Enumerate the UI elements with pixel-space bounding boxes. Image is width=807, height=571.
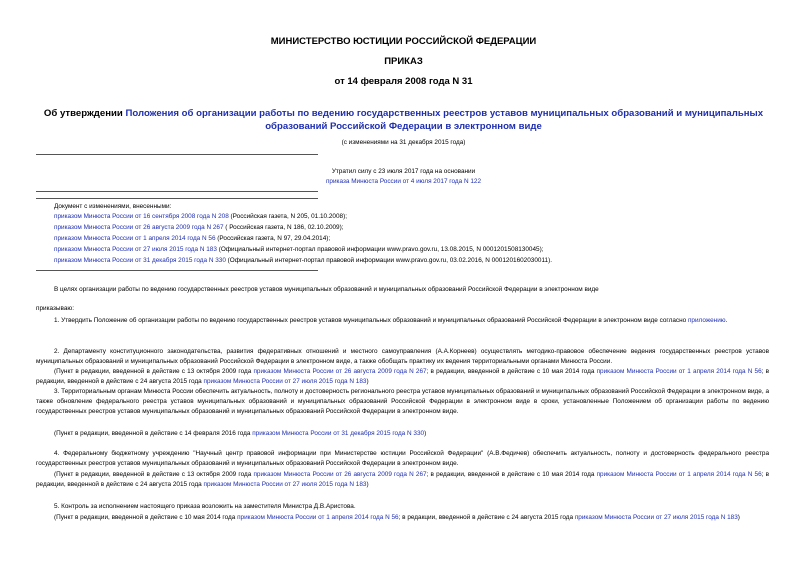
doc-date-heading: от 14 февраля 2008 года N 31 [334,76,473,87]
title-prefix: Об утверждении [43,108,126,119]
amendment-link[interactable]: приказом Минюста России от 16 сентября 2008 года N 208 [54,213,229,220]
amendment-link[interactable]: приказом Минюста России от 1 апреля 2014 года N 56 [237,514,399,521]
amendment-link[interactable]: приказом Минюста России от 26 августа 2009 года N 267 [54,224,224,231]
amendment-item: приказом Минюста России от 27 июля 2015 года N 183 (Официальный интернет-портал правовой информации www.pravo.gov.ru, 13.08.2015, N 0001201508130045); [54,246,544,253]
amendment-item: приказом Минюста России от 16 сентября 2008 года N 208 (Российская газета, N 205, 01.10.2008); [54,213,347,220]
amendment-link[interactable]: приказом Минюста России от 27 июля 2015 года N 183 [54,246,217,253]
amendment-link[interactable]: приказом Минюста России от 27 июля 2015 года N 183 [203,481,367,489]
divider [36,154,318,155]
paragraph-2-note: (Пункт в редакции, введенной в действие с 13 октября 2009 года приказом Минюста России от 26 августа 2009 года N 267; в редакции, введенной в действие с 10 мая 2014 года приказом Минюста России от 1 апреля 2014 года N 56; в редакции, введенной в действие с 24 августа 2015 года приказом Минюста России от 27 июля 2015 года N 183) [36,368,769,386]
lost-force-link[interactable]: приказа Минюста России от 4 июля 2017 года N 122 [325,178,482,186]
amendment-link[interactable]: приказом Минюста России от 27 июля 2015 года N 183 [574,514,738,521]
preamble: В целях организации работы по ведению государственных реестров уставов муниципальных образований и муниципальных образований Российской Федерации в электронном виде [54,286,599,293]
amendments-intro: Документ с изменениями, внесенными: [54,203,172,210]
divider [36,198,318,199]
amendment-link[interactable]: приказом Минюста России от 27 июля 2015 года N 183 [203,378,367,386]
paragraph-5-note: (Пункт в редакции, введенной в действие с 10 мая 2014 года приказом Минюста России от 1 апреля 2014 года N 56; в редакции, введенной в действие с 24 августа 2015 года приказом Минюста России от 27 июля 2015 года N 183) [54,514,740,521]
title-regulation-link[interactable]: Положения об организации работы по ведению государственных реестров уставов муниципальных образований и муниципальных образований Российской Федерации в электронном виде [125,108,764,132]
document-title [36,107,771,133]
amendment-item: приказом Минюста России от 1 апреля 2014 года N 56 (Российская газета, N 97, 29.04.2014); [54,235,331,242]
amendment-link[interactable]: приказом Минюста России от 31 декабря 2015 года N 330 [252,430,425,437]
divider [36,270,318,271]
changes-note: (с изменениями на 31 декабря 2015 года) [341,139,466,146]
ministry-heading: МИНИСТЕРСТВО ЮСТИЦИИ РОССИЙСКОЙ ФЕДЕРАЦИИ [270,36,537,47]
amendment-link[interactable]: приказом Минюста России от 31 декабря 2015 года N 330 [54,257,226,264]
divider [36,191,318,192]
paragraph-5: 5. Контроль за исполнением настоящего приказа возложить на заместителя Министра Д.В.Аристова. [54,503,356,510]
order-word: приказываю: [36,305,74,312]
lost-force-note [0,167,807,187]
amendment-link[interactable]: приказом Минюста России от 1 апреля 2014 года N 56 [596,471,762,478]
lost-force-text: Утратил силу с 23 июля 2017 года на основании [331,168,476,175]
doc-type-heading: ПРИКАЗ [384,56,423,67]
amendment-link[interactable]: приказом Минюста России от 1 апреля 2014 года N 56 [54,235,216,242]
appendix-link[interactable]: приложению [687,317,726,324]
amendment-item: приказом Минюста России от 26 августа 2009 года N 267 ( Российская газета, N 186, 02.10.2009); [54,224,344,231]
paragraph-3-note: (Пункт в редакции, введенной в действие с 14 февраля 2016 года приказом Минюста России от 31 декабря 2015 года N 330) [54,430,427,437]
paragraph-4-note: (Пункт в редакции, введенной в действие с 13 октября 2009 года приказом Минюста России от 26 августа 2009 года N 267; в редакции, введенной в действие с 10 мая 2014 года приказом Минюста России от 1 апреля 2014 года N 56; в редакции, введенной в действие с 24 августа 2015 года приказом Минюста России от 27 июля 2015 года N 183) [36,471,769,489]
paragraph-2: 2. Департаменту конституционного законодательства, развития федеративных отношений и местного самоуправления (А.А.Корнеев) осуществлять методико-правовое обеспечение ведения государственных реестров уставов муниципальных образований и муниципальных образований Российской Федерации в электронном виде, а также обобщать практику их ведения территориальными органами Минюста России. [36,348,769,366]
paragraph-1: 1. Утвердить Положение об организации работы по ведению государственных реестров уставов муниципальных образований и муниципальных образований Российской Федерации в электронном виде согласно приложению. [54,317,728,324]
amendment-link[interactable]: приказом Минюста России от 26 августа 2009 года N 267 [253,471,427,478]
paragraph-4: 4. Федеральному бюджетному учреждению "Научный центр правовой информации при Министерстве юстиции Российской Федерации" (А.В.Федичев) обеспечить актуальность, полноту и достоверность федерального реестра государственных реестров уставов муниципальных образований и муниципальных образований Российской Федерации в электронном виде. [36,450,769,468]
amendment-item: приказом Минюста России от 31 декабря 2015 года N 330 (Официальный интернет-портал правовой информации www.pravo.gov.ru, 03.02.2016, N 0001201602030011). [54,257,552,264]
amendment-link[interactable]: приказом Минюста России от 26 августа 2009 года N 267 [253,368,427,375]
paragraph-3: 3. Территориальным органам Минюста России обеспечить актуальность, полноту и достоверность регионального реестра уставов муниципальных образований и муниципальных образований Российской Федерации в электронном виде, а также обновление федерального реестра уставов муниципальных образований и муниципальных образований Российской Федерации в электронном виде в сроки, установленные Положением об организации работы по ведению государственных реестров уставов муниципальных образований и муниципальных образований Российской Федерации в электронном виде. [36,388,769,416]
amendment-link[interactable]: приказом Минюста России от 1 апреля 2014 года N 56 [596,368,762,375]
